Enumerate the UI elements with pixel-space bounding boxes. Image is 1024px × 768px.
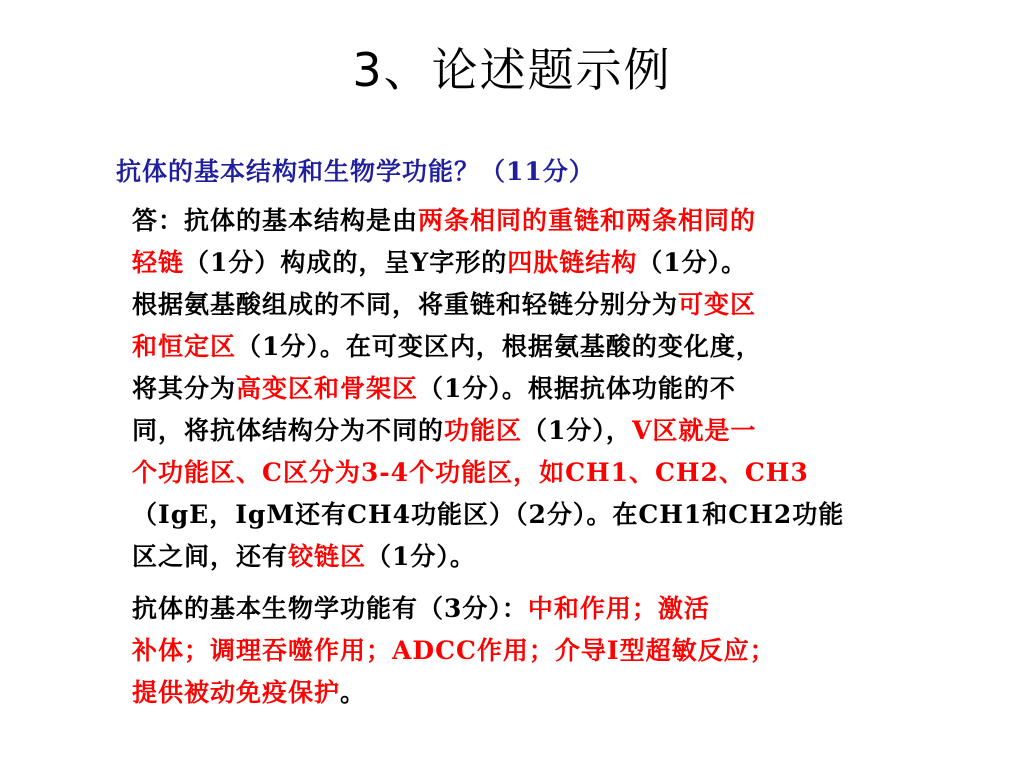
highlighted-text: 个功能区、C区分为3-4个功能区，如CH1、CH2、CH3 xyxy=(132,458,809,487)
body-text: 将其分为 xyxy=(132,374,237,403)
highlighted-text: 和恒定区 xyxy=(132,332,237,361)
highlighted-text: 铰链区 xyxy=(288,542,367,571)
highlighted-text: 轻链 xyxy=(132,248,185,277)
highlighted-text: 补体；调理吞噬作用；ADCC作用；介导I型超敏反应； xyxy=(132,636,776,665)
body-text: 区之间，还有 xyxy=(132,542,289,571)
answer-paragraph-structure xyxy=(132,200,960,578)
body-text: 答：抗体的基本结构是由 xyxy=(132,206,419,235)
highlighted-text: 中和作用；激活 xyxy=(527,594,710,623)
highlighted-text: 提供被动免疫保护 xyxy=(132,678,341,707)
answer-line xyxy=(132,284,960,326)
body-text: （1分）构成的，呈Y字形的 xyxy=(184,248,508,277)
answer-line xyxy=(132,536,960,578)
highlighted-text: 两条相同的重链和两条相同的 xyxy=(418,206,757,235)
answer-line xyxy=(132,326,960,368)
body-text: （1分）， xyxy=(522,416,632,445)
body-text: 抗体的基本生物学功能有（3分）： xyxy=(132,594,528,623)
answer-line xyxy=(132,672,960,714)
question-text: 抗体的基本结构和生物学功能？（11分） xyxy=(116,157,595,186)
highlighted-text: 四肽链结构 xyxy=(507,248,638,277)
highlighted-text: 功能区 xyxy=(444,416,523,445)
body-text: （IgE，IgM还有CH4功能区）（2分）。在CH1和CH2功能 xyxy=(132,500,845,529)
answer-line xyxy=(132,588,960,630)
answer-line xyxy=(132,200,960,242)
answer-line xyxy=(132,452,960,494)
highlighted-text: V区就是一 xyxy=(631,416,757,445)
answer-line xyxy=(132,494,960,536)
body-text: 。 xyxy=(340,678,367,707)
body-text: （1分）。 xyxy=(366,542,476,571)
body-text: 同，将抗体结构分为不同的 xyxy=(132,416,445,445)
body-text: 根据氨基酸组成的不同，将重链和轻链分别分为 xyxy=(132,290,679,319)
answer-line xyxy=(132,368,960,410)
highlighted-text: 可变区 xyxy=(678,290,757,319)
answer-paragraph-functions xyxy=(132,588,960,714)
answer-line xyxy=(132,630,960,672)
body-text: （1分）。根据抗体功能的不 xyxy=(418,374,736,403)
answer-line xyxy=(132,410,960,452)
body-text: （1分）。 xyxy=(637,248,748,277)
highlighted-text: 高变区和骨架区 xyxy=(236,374,419,403)
slide-title: 3、论述题示例 xyxy=(352,43,672,97)
body-text: （1分）。在可变区内，根据氨基酸的变化度， xyxy=(236,332,762,361)
answer-body xyxy=(132,200,960,714)
answer-line xyxy=(132,242,960,284)
